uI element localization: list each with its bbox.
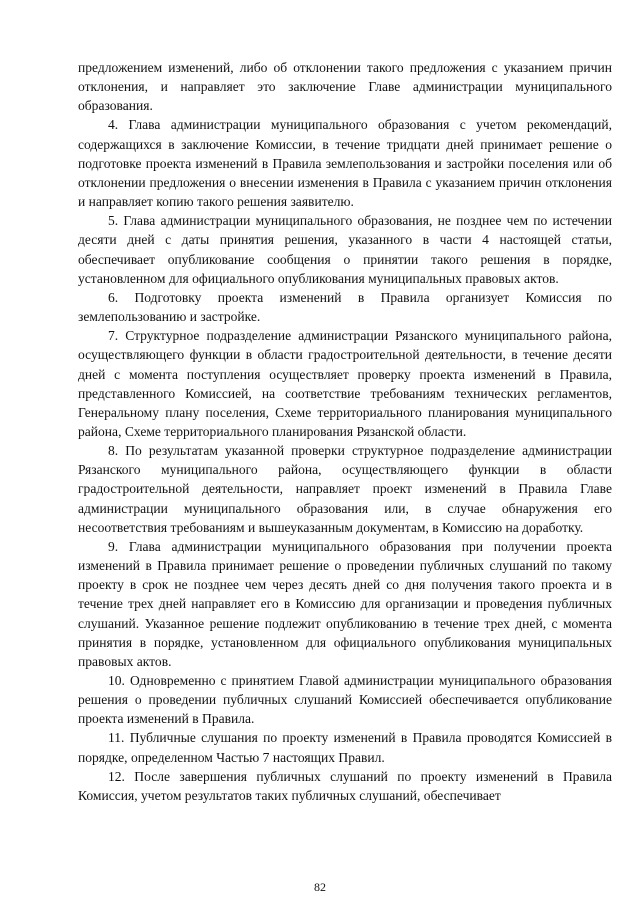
page-number: 82 [314,880,326,894]
paragraph-item-7: 7. Структурное подразделение администрации Рязанского муниципального района, осуществляющего функции в области градостроительной деятельности, в течение десяти дней с момента поступления осуществляет проверку проекта изменений в Правила, представленного Комиссией, на соответствие требованиям технических регламентов, Генеральному плану поселения, Схеме территориального планирования муниципального района, Схеме территориального планирования Рязанской области. [78,328,612,439]
paragraph-item-9: 9. Глава администрации муниципального образования при получении проекта изменений в Правила принимает решение о проведении публичных слушаний по такому проекту в срок не позднее чем через десять дней со дня получения такого проекта и в течение трех дней направляет его в Комиссию для организации и проведения публичных слушаний. Указанное решение подлежит опубликованию в течение трех дней, с момента принятия в порядке, установленном для официального опубликования муниципальных правовых актов. [78,538,612,669]
document-page [78,58,612,805]
paragraph-item-6: 6. Подготовку проекта изменений в Правила организует Комиссия по землепользованию и застройке. [78,289,612,325]
paragraph-item-12: 12. После завершения публичных слушаний по проекту изменений в Правила Комиссия, учетом результатов таких публичных слушаний, обеспечивает [78,768,612,803]
paragraph-item-10: 10. Одновременно с принятием Главой администрации муниципального образования решения о проведении публичных слушаний Комиссией обеспечивается опубликование проекта изменений в Правила. [78,673,612,727]
paragraph-item-4: 4. Глава администрации муниципального образования с учетом рекомендаций, содержащихся в заключение Комиссии, в течение тридцати дней принимает решение о подготовке проекта изменений в Правила землепользования и застройки поселения или об отклонении предложения о внесении изменения в Правила с указанием причин отклонения и направляет копию такого решения заявителю. [78,117,612,210]
paragraph-item-11: 11. Публичные слушания по проекту изменений в Правила проводятся Комиссией в порядке, определенном Частью 7 настоящих Правил. [78,730,612,765]
paragraph-item-5: 5. Глава администрации муниципального образования, не позднее чем по истечении десяти дней с даты принятия решения, указанного в части 4 настоящей статьи, обеспечивает опубликование сообщения о принятии такого решения в порядке, установленном для официального опубликования муниципальных правовых актов. [78,213,612,286]
paragraph-item-8: 8. По результатам указанной проверки структурное подразделение администрации Рязанского муниципального района, осуществляющего функции в области градостроительной деятельности, направляет проект изменений в Правила Главе администрации муниципального образования или, в случае обнаружения его несоответствия требованиям и вышеуказанным документам, в Комиссию на доработку. [78,443,612,535]
paragraph-continuation: предложением изменений, либо об отклонении такого предложения с указанием причин отклонения, и направляет это заключение Главе администрации муниципального образования. [78,60,612,114]
